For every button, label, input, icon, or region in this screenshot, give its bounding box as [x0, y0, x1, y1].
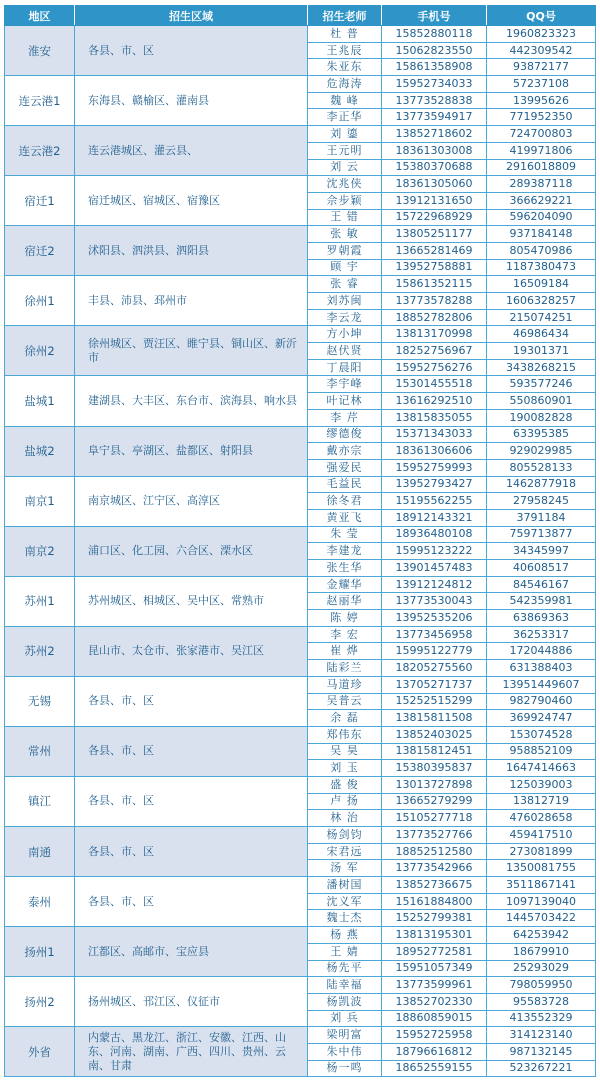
phone-cell: 15371343033 — [382, 426, 487, 443]
header-teacher: 招生老师 — [308, 6, 382, 26]
area-cell: 各县、市、区 — [75, 676, 308, 726]
qq-cell: 759713877 — [487, 526, 596, 543]
qq-cell: 273081899 — [487, 843, 596, 860]
region-cell: 盐城2 — [5, 426, 75, 476]
qq-cell: 958852109 — [487, 743, 596, 760]
area-cell: 南京城区、江宁区、高淳区 — [75, 476, 308, 526]
phone-cell: 13773599961 — [382, 977, 487, 994]
area-cell: 阜宁县、亭湖区、盐都区、射阳县 — [75, 426, 308, 476]
region-cell: 常州 — [5, 726, 75, 776]
qq-cell: 542359981 — [487, 593, 596, 610]
phone-cell: 13912124812 — [382, 576, 487, 593]
region-cell: 连云港1 — [5, 76, 75, 126]
phone-cell: 15252799381 — [382, 910, 487, 927]
qq-cell: 125039003 — [487, 776, 596, 793]
qq-cell: 805528133 — [487, 459, 596, 476]
phone-cell: 13852702330 — [382, 993, 487, 1010]
table-row — [5, 676, 596, 693]
qq-cell: 593577246 — [487, 376, 596, 393]
teacher-cell: 刘 云 — [308, 159, 382, 176]
qq-cell: 46986434 — [487, 326, 596, 343]
teacher-cell: 罗朝霞 — [308, 242, 382, 259]
phone-cell: 13813170998 — [382, 326, 487, 343]
phone-cell: 13813195301 — [382, 927, 487, 944]
qq-cell: 25293029 — [487, 960, 596, 977]
table-row — [5, 176, 596, 193]
teacher-cell: 魏士杰 — [308, 910, 382, 927]
teacher-cell: 吴 昊 — [308, 743, 382, 760]
teacher-cell: 汤 军 — [308, 860, 382, 877]
region-cell: 外省 — [5, 1027, 75, 1077]
region-cell: 宿迁2 — [5, 226, 75, 276]
qq-cell: 419971806 — [487, 142, 596, 159]
qq-cell: 2916018809 — [487, 159, 596, 176]
qq-cell: 40608517 — [487, 560, 596, 577]
teacher-cell: 潘树国 — [308, 877, 382, 894]
qq-cell: 724700803 — [487, 126, 596, 143]
phone-cell: 15952725958 — [382, 1027, 487, 1044]
qq-cell: 13812719 — [487, 793, 596, 810]
phone-cell: 13815835055 — [382, 409, 487, 426]
qq-cell: 631388403 — [487, 660, 596, 677]
phone-cell: 15995123222 — [382, 543, 487, 560]
phone-cell: 15951057349 — [382, 960, 487, 977]
phone-cell: 13952758881 — [382, 259, 487, 276]
teacher-cell: 佘步颖 — [308, 192, 382, 209]
teacher-cell: 马道珍 — [308, 676, 382, 693]
phone-cell: 13852736675 — [382, 877, 487, 894]
teacher-cell: 叶记林 — [308, 393, 382, 410]
qq-cell: 1647414663 — [487, 760, 596, 777]
teacher-cell: 强爱民 — [308, 459, 382, 476]
phone-cell: 13805251177 — [382, 226, 487, 243]
table-row — [5, 226, 596, 243]
qq-cell: 982790460 — [487, 693, 596, 710]
qq-cell: 1097139040 — [487, 893, 596, 910]
phone-cell: 13815811508 — [382, 710, 487, 727]
qq-cell: 1606328257 — [487, 293, 596, 310]
phone-cell: 13773528838 — [382, 92, 487, 109]
teacher-cell: 陆彩兰 — [308, 660, 382, 677]
phone-cell: 18205275560 — [382, 660, 487, 677]
teacher-cell: 梁明富 — [308, 1027, 382, 1044]
area-cell: 各县、市、区 — [75, 726, 308, 776]
teacher-cell: 徐冬君 — [308, 493, 382, 510]
teacher-cell: 杨一鸣 — [308, 1060, 382, 1077]
phone-cell: 18912143321 — [382, 509, 487, 526]
region-cell: 宿迁1 — [5, 176, 75, 226]
teacher-cell: 杨 燕 — [308, 927, 382, 944]
teacher-cell: 戴亦宗 — [308, 443, 382, 460]
area-cell: 各县、市、区 — [75, 827, 308, 877]
teacher-cell: 宋君远 — [308, 843, 382, 860]
table-row — [5, 927, 596, 944]
teacher-cell: 赵伏贤 — [308, 343, 382, 360]
region-cell: 南通 — [5, 827, 75, 877]
qq-cell: 57237108 — [487, 76, 596, 93]
qq-cell: 987132145 — [487, 1043, 596, 1060]
table-row — [5, 576, 596, 593]
qq-cell: 190082828 — [487, 409, 596, 426]
qq-cell: 18679910 — [487, 943, 596, 960]
header-area: 招生区域 — [75, 6, 308, 26]
teacher-cell: 张 睿 — [308, 276, 382, 293]
qq-cell: 93872177 — [487, 59, 596, 76]
region-cell: 徐州1 — [5, 276, 75, 326]
region-cell: 徐州2 — [5, 326, 75, 376]
phone-cell: 13773578288 — [382, 293, 487, 310]
teacher-cell: 陆幸福 — [308, 977, 382, 994]
phone-cell: 18852782806 — [382, 309, 487, 326]
qq-cell: 314123140 — [487, 1027, 596, 1044]
table-row — [5, 726, 596, 743]
qq-cell: 459417510 — [487, 827, 596, 844]
qq-cell: 1462877918 — [487, 476, 596, 493]
teacher-cell: 王元明 — [308, 142, 382, 159]
phone-cell: 15861352115 — [382, 276, 487, 293]
phone-cell: 13952793427 — [382, 476, 487, 493]
header-phone: 手机号 — [382, 6, 487, 26]
teacher-cell: 王兆辰 — [308, 42, 382, 59]
area-cell: 苏州城区、相城区、吴中区、常熟市 — [75, 576, 308, 626]
table-row — [5, 1027, 596, 1044]
table-row — [5, 877, 596, 894]
teacher-cell: 杜 普 — [308, 26, 382, 43]
teacher-cell: 崔 烨 — [308, 643, 382, 660]
phone-cell: 15301455518 — [382, 376, 487, 393]
qq-cell: 366629221 — [487, 192, 596, 209]
teacher-cell: 李建龙 — [308, 543, 382, 560]
phone-cell: 13815812451 — [382, 743, 487, 760]
phone-cell: 18860859015 — [382, 1010, 487, 1027]
phone-cell: 15852880118 — [382, 26, 487, 43]
phone-cell: 15161884800 — [382, 893, 487, 910]
header-row — [5, 6, 596, 26]
qq-cell: 64253942 — [487, 927, 596, 944]
qq-cell: 153074528 — [487, 726, 596, 743]
qq-cell: 3438268215 — [487, 359, 596, 376]
teacher-cell: 张生华 — [308, 560, 382, 577]
area-cell: 扬州城区、邗江区、仪征市 — [75, 977, 308, 1027]
teacher-cell: 王 婧 — [308, 943, 382, 960]
phone-cell: 13705271737 — [382, 676, 487, 693]
qq-cell: 84546167 — [487, 576, 596, 593]
phone-cell: 13773530043 — [382, 593, 487, 610]
phone-cell: 18796616812 — [382, 1043, 487, 1060]
table-body — [5, 26, 596, 1077]
table-row — [5, 76, 596, 93]
teacher-cell: 方小坤 — [308, 326, 382, 343]
table-row — [5, 626, 596, 643]
area-cell: 丰县、沛县、邳州市 — [75, 276, 308, 326]
qq-cell: 442309542 — [487, 42, 596, 59]
phone-cell: 15195562255 — [382, 493, 487, 510]
qq-cell: 523267221 — [487, 1060, 596, 1077]
qq-cell: 3791184 — [487, 509, 596, 526]
area-cell: 宿迁城区、宿城区、宿豫区 — [75, 176, 308, 226]
table-row — [5, 326, 596, 343]
qq-cell: 172044886 — [487, 643, 596, 660]
qq-cell: 215074251 — [487, 309, 596, 326]
qq-cell: 476028658 — [487, 810, 596, 827]
teacher-cell: 郑伟东 — [308, 726, 382, 743]
teacher-cell: 顾 宇 — [308, 259, 382, 276]
teacher-cell: 李宇峰 — [308, 376, 382, 393]
phone-cell: 13013727898 — [382, 776, 487, 793]
phone-cell: 13852403025 — [382, 726, 487, 743]
table-row — [5, 376, 596, 393]
table-row — [5, 526, 596, 543]
area-cell: 各县、市、区 — [75, 26, 308, 76]
area-cell: 内蒙古、黑龙江、浙江、安徽、江西、山东、河南、湖南、广西、四川、贵州、云南、甘肃 — [75, 1027, 308, 1077]
phone-cell: 18936480108 — [382, 526, 487, 543]
phone-cell: 13952535206 — [382, 610, 487, 627]
teacher-cell: 丁晨阳 — [308, 359, 382, 376]
teacher-cell: 李 芹 — [308, 409, 382, 426]
teacher-cell: 刘 玉 — [308, 760, 382, 777]
phone-cell: 15380395837 — [382, 760, 487, 777]
teacher-cell: 缪德俊 — [308, 426, 382, 443]
teacher-cell: 盛 俊 — [308, 776, 382, 793]
table-row — [5, 426, 596, 443]
area-cell: 各县、市、区 — [75, 776, 308, 826]
table-row — [5, 776, 596, 793]
phone-cell: 13773527766 — [382, 827, 487, 844]
teacher-cell: 沈义军 — [308, 893, 382, 910]
qq-cell: 1350081755 — [487, 860, 596, 877]
region-cell: 泰州 — [5, 877, 75, 927]
teacher-cell: 杨先平 — [308, 960, 382, 977]
qq-cell: 1187380473 — [487, 259, 596, 276]
qq-cell: 36253317 — [487, 626, 596, 643]
phone-cell: 18361306606 — [382, 443, 487, 460]
phone-cell: 13901457483 — [382, 560, 487, 577]
phone-cell: 15995122779 — [382, 643, 487, 660]
teacher-cell: 刘苏闽 — [308, 293, 382, 310]
region-cell: 南京1 — [5, 476, 75, 526]
teacher-cell: 杨剑钧 — [308, 827, 382, 844]
qq-cell: 34345997 — [487, 543, 596, 560]
teacher-cell: 朱 莹 — [308, 526, 382, 543]
table-row — [5, 977, 596, 994]
teacher-cell: 刘 兵 — [308, 1010, 382, 1027]
phone-cell: 15105277718 — [382, 810, 487, 827]
phone-cell: 13773456958 — [382, 626, 487, 643]
area-cell: 连云港城区、灌云县、 — [75, 126, 308, 176]
qq-cell: 937184148 — [487, 226, 596, 243]
teacher-cell: 李云龙 — [308, 309, 382, 326]
phone-cell: 15380370688 — [382, 159, 487, 176]
qq-cell: 63869363 — [487, 610, 596, 627]
qq-cell: 413552329 — [487, 1010, 596, 1027]
table-row — [5, 276, 596, 293]
table-row — [5, 827, 596, 844]
recruitment-table — [4, 5, 596, 1077]
area-cell: 沭阳县、泗洪县、泗阳县 — [75, 226, 308, 276]
phone-cell: 13665279299 — [382, 793, 487, 810]
phone-cell: 18361305060 — [382, 176, 487, 193]
phone-cell: 13773542966 — [382, 860, 487, 877]
phone-cell: 18952772581 — [382, 943, 487, 960]
qq-cell: 550860901 — [487, 393, 596, 410]
teacher-cell: 魏 峰 — [308, 92, 382, 109]
teacher-cell: 杨凯波 — [308, 993, 382, 1010]
area-cell: 东海县、赣榆区、灌南县 — [75, 76, 308, 126]
qq-cell: 369924747 — [487, 710, 596, 727]
area-cell: 徐州城区、贾汪区、睢宁县、铜山区、新沂市 — [75, 326, 308, 376]
phone-cell: 13616292510 — [382, 393, 487, 410]
teacher-cell: 刘 鎏 — [308, 126, 382, 143]
region-cell: 淮安 — [5, 26, 75, 76]
qq-cell: 596204090 — [487, 209, 596, 226]
area-cell: 昆山市、太仓市、张家港市、吴江区 — [75, 626, 308, 676]
qq-cell: 1445703422 — [487, 910, 596, 927]
header-region: 地区 — [5, 6, 75, 26]
phone-cell: 15952734033 — [382, 76, 487, 93]
table-row — [5, 26, 596, 43]
header-qq: QQ号 — [487, 6, 596, 26]
qq-cell: 1960823323 — [487, 26, 596, 43]
region-cell: 扬州1 — [5, 927, 75, 977]
phone-cell: 13852718602 — [382, 126, 487, 143]
area-cell: 江都区、高邮市、宝应县 — [75, 927, 308, 977]
teacher-cell: 金耀华 — [308, 576, 382, 593]
phone-cell: 18852512580 — [382, 843, 487, 860]
teacher-cell: 张 敏 — [308, 226, 382, 243]
phone-cell: 18652559155 — [382, 1060, 487, 1077]
qq-cell: 3511867141 — [487, 877, 596, 894]
teacher-cell: 王 错 — [308, 209, 382, 226]
teacher-cell: 余 磊 — [308, 710, 382, 727]
teacher-cell: 朱中伟 — [308, 1043, 382, 1060]
qq-cell: 805470986 — [487, 242, 596, 259]
region-cell: 扬州2 — [5, 977, 75, 1027]
phone-cell: 15861358908 — [382, 59, 487, 76]
teacher-cell: 毛益民 — [308, 476, 382, 493]
qq-cell: 27958245 — [487, 493, 596, 510]
phone-cell: 13773594917 — [382, 109, 487, 126]
teacher-cell: 沈兆侠 — [308, 176, 382, 193]
phone-cell: 13912131650 — [382, 192, 487, 209]
qq-cell: 16509184 — [487, 276, 596, 293]
region-cell: 镇江 — [5, 776, 75, 826]
region-cell: 苏州1 — [5, 576, 75, 626]
phone-cell: 15252515299 — [382, 693, 487, 710]
qq-cell: 19301371 — [487, 343, 596, 360]
teacher-cell: 卢 扬 — [308, 793, 382, 810]
qq-cell: 771952350 — [487, 109, 596, 126]
phone-cell: 15062823550 — [382, 42, 487, 59]
phone-cell: 18252756967 — [382, 343, 487, 360]
teacher-cell: 李 宏 — [308, 626, 382, 643]
teacher-cell: 朱亚东 — [308, 59, 382, 76]
area-cell: 浦口区、化工园、六合区、溧水区 — [75, 526, 308, 576]
qq-cell: 13951449607 — [487, 676, 596, 693]
teacher-cell: 吴普云 — [308, 693, 382, 710]
table-row — [5, 126, 596, 143]
region-cell: 苏州2 — [5, 626, 75, 676]
teacher-cell: 黄亚飞 — [308, 509, 382, 526]
qq-cell: 13995626 — [487, 92, 596, 109]
region-cell: 无锡 — [5, 676, 75, 726]
qq-cell: 95583728 — [487, 993, 596, 1010]
area-cell: 各县、市、区 — [75, 877, 308, 927]
region-cell: 连云港2 — [5, 126, 75, 176]
teacher-cell: 林 治 — [308, 810, 382, 827]
region-cell: 南京2 — [5, 526, 75, 576]
phone-cell: 15952756276 — [382, 359, 487, 376]
qq-cell: 63395385 — [487, 426, 596, 443]
region-cell: 盐城1 — [5, 376, 75, 426]
qq-cell: 929029985 — [487, 443, 596, 460]
teacher-cell: 危海涛 — [308, 76, 382, 93]
phone-cell: 15952759993 — [382, 459, 487, 476]
area-cell: 建湖县、大丰区、东台市、滨海县、响水县 — [75, 376, 308, 426]
phone-cell: 18361303008 — [382, 142, 487, 159]
qq-cell: 289387118 — [487, 176, 596, 193]
table-row — [5, 476, 596, 493]
teacher-cell: 李正华 — [308, 109, 382, 126]
teacher-cell: 陈 婷 — [308, 610, 382, 627]
phone-cell: 13665281469 — [382, 242, 487, 259]
teacher-cell: 赵丽华 — [308, 593, 382, 610]
phone-cell: 15722968929 — [382, 209, 487, 226]
qq-cell: 798059950 — [487, 977, 596, 994]
